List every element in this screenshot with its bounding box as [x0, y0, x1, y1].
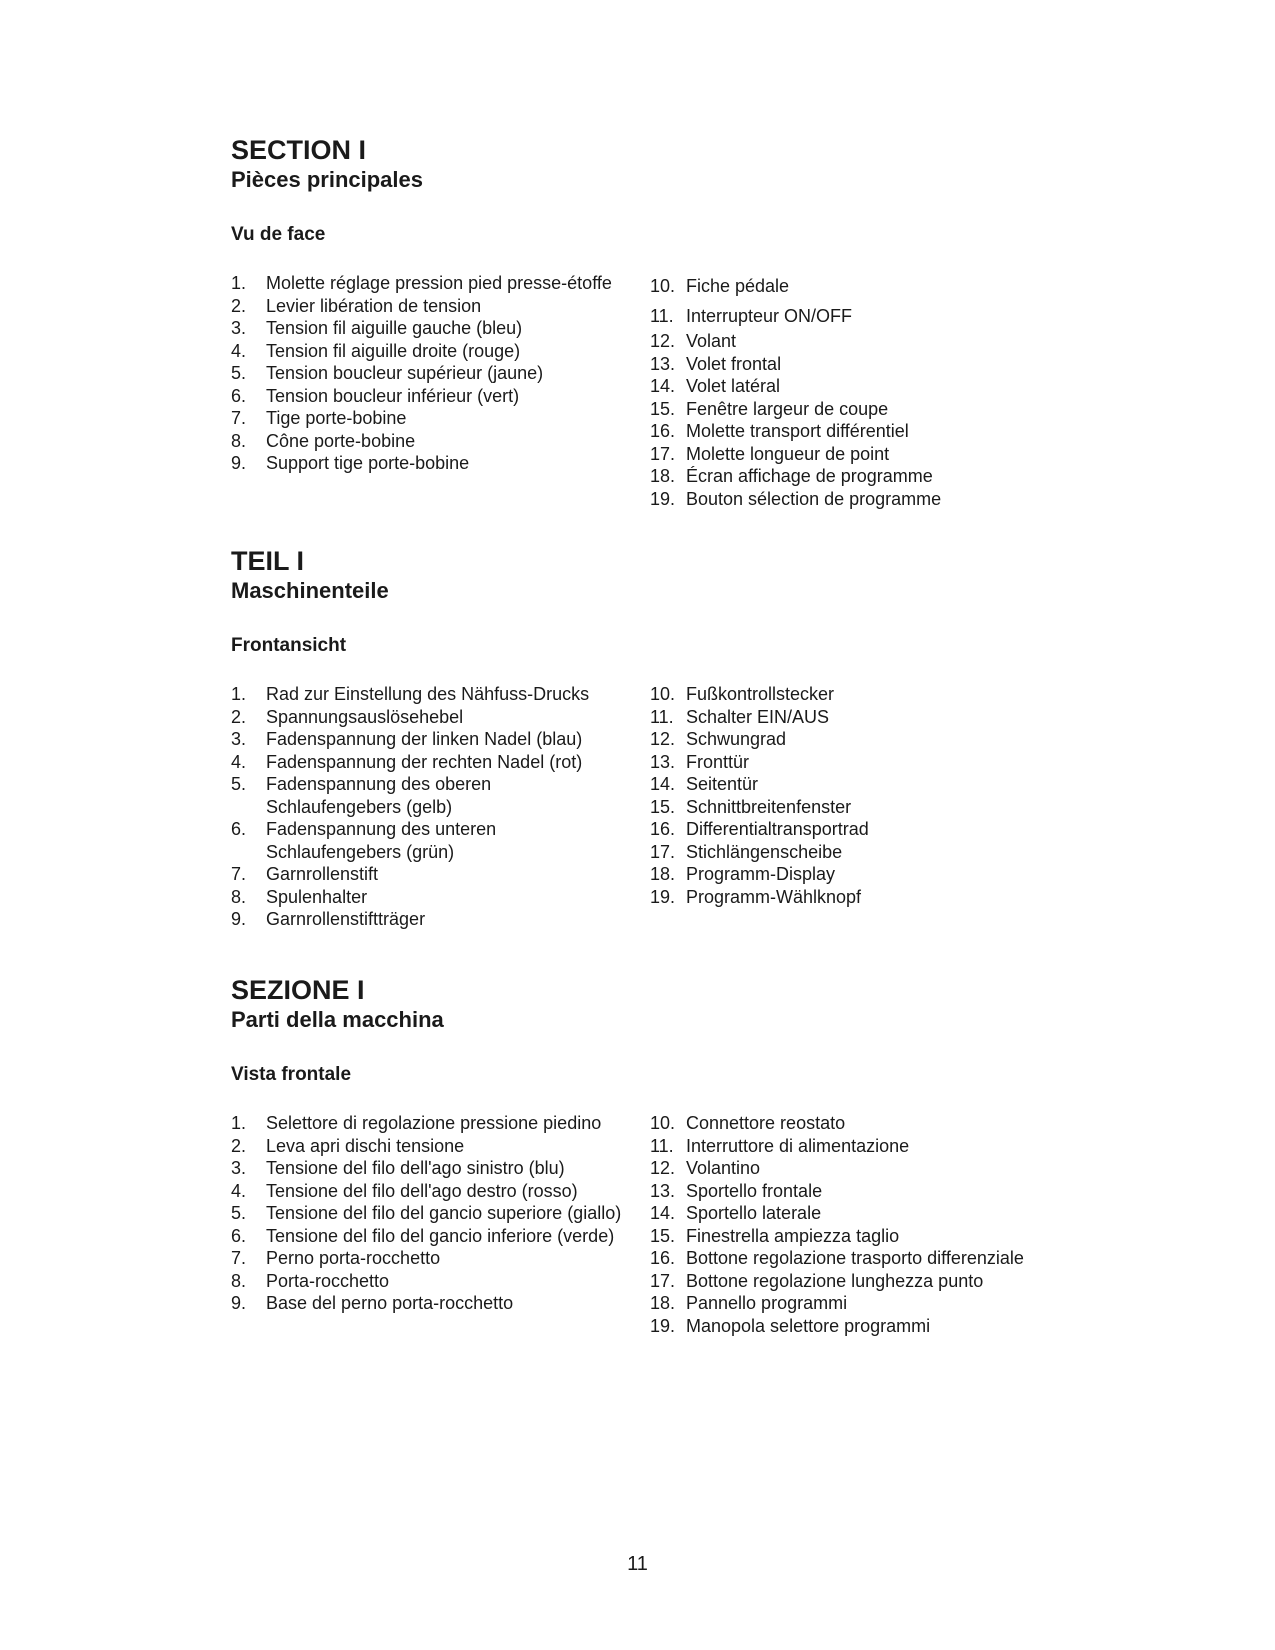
section-french: [231, 135, 1031, 509]
list-item: 16. Molette transport différentiel: [650, 421, 909, 441]
list-item: 9. Garnrollenstiftträger: [231, 909, 426, 929]
list-item: 5. Tension boucleur supérieur (jaune): [231, 363, 544, 383]
list-item: 12. Volantino: [650, 1158, 761, 1178]
parts-list-right: [650, 1112, 1050, 1337]
section-title: TEIL I: [231, 546, 305, 576]
list-item: 8. Spulenhalter: [231, 886, 368, 907]
parts-list-left: [231, 272, 626, 475]
list-item: 10. Fußkontrollstecker: [650, 684, 835, 704]
section-title: SECTION I: [231, 135, 367, 165]
list-item: 10. Connettore reostato: [650, 1113, 846, 1133]
list-item: 12. Schwungrad: [650, 729, 787, 749]
list-item: 8. Cône porte-bobine: [231, 430, 416, 451]
view-heading: Vista frontale: [231, 1064, 352, 1085]
list-item: 13. Volet frontal: [650, 353, 782, 374]
list-item: 5. Tensione del filo del gancio superiore (giallo): [231, 1203, 622, 1223]
list-item: 15. Fenêtre largeur de coupe: [650, 398, 889, 419]
list-item: 2. Spannungsauslösehebel: [231, 706, 464, 727]
list-item: 4. Tensione del filo dell'ago destro (rosso): [231, 1180, 578, 1201]
list-item: 18. Écran affichage de programme: [650, 466, 933, 486]
list-item: 6. Tension boucleur inférieur (vert): [231, 385, 520, 406]
section-german: [231, 546, 1031, 929]
list-item: 12. Volant: [650, 331, 737, 351]
list-item: 14. Seitentür: [650, 774, 759, 794]
list-item: 4. Tension fil aiguille droite (rouge): [231, 340, 521, 361]
list-item: 16. Differentialtransportrad: [650, 819, 869, 839]
parts-list-left: [231, 1112, 626, 1315]
list-item: 19. Manopola selettore programmi: [650, 1315, 931, 1336]
section-title: SEZIONE I: [231, 975, 365, 1005]
list-item: 3. Tension fil aiguille gauche (bleu): [231, 318, 523, 338]
view-heading: Frontansicht: [231, 635, 347, 656]
list-item: 1. Selettore di regolazione pressione piedino: [231, 1113, 602, 1133]
list-item: 10. Fiche pédale: [650, 276, 790, 296]
list-item: 2. Leva apri dischi tensione: [231, 1135, 465, 1156]
list-item: 17. Stichlängenscheibe: [650, 841, 843, 862]
list-item: 15. Schnittbreitenfenster: [650, 796, 852, 817]
list-item: 13. Fronttür: [650, 751, 750, 772]
section-subtitle: Parti della macchina: [231, 1007, 444, 1032]
list-item: 13. Sportello frontale: [650, 1180, 823, 1201]
section-subtitle: Pièces principales: [231, 167, 423, 192]
list-item: 17. Molette longueur de point: [650, 443, 890, 464]
list-item: 3. Fadenspannung der linken Nadel (blau): [231, 729, 583, 749]
list-item: 16. Bottone regolazione trasporto differenziale: [650, 1248, 1024, 1268]
list-item: 5. Fadenspannung des oberen Schlaufengebers (gelb): [231, 774, 492, 817]
list-item: 15. Finestrella ampiezza taglio: [650, 1225, 900, 1246]
list-item: 4. Fadenspannung der rechten Nadel (rot): [231, 751, 583, 772]
section-subtitle: Maschinenteile: [231, 578, 389, 603]
list-item: 7. Garnrollenstift: [231, 864, 379, 884]
list-item: 11. Interruttore di alimentazione: [650, 1135, 910, 1156]
list-item: 14. Sportello laterale: [650, 1203, 822, 1223]
list-item: 19. Bouton sélection de programme: [650, 488, 942, 509]
list-item: 17. Bottone regolazione lunghezza punto: [650, 1270, 984, 1291]
list-item: 6. Tensione del filo del gancio inferiore (verde): [231, 1225, 615, 1246]
list-item: 18. Programm-Display: [650, 864, 836, 884]
view-heading: Vu de face: [231, 224, 326, 245]
parts-list-right: [650, 683, 1050, 908]
list-item: 19. Programm-Wählknopf: [650, 886, 862, 907]
list-item: 3. Tensione del filo dell'ago sinistro (blu): [231, 1158, 565, 1178]
parts-list-left: [231, 683, 626, 931]
list-item: 11. Schalter EIN/AUS: [650, 706, 830, 727]
list-item: 11. Interrupteur ON/OFF: [650, 305, 853, 326]
list-item: 6. Fadenspannung des unteren Schlaufengebers (grün): [231, 819, 497, 862]
parts-list-right: [650, 275, 1050, 510]
page-number: 11: [627, 1553, 648, 1575]
list-item: 9. Base del perno porta-rocchetto: [231, 1293, 514, 1313]
list-item: 14. Volet latéral: [650, 376, 781, 396]
list-item: 1. Rad zur Einstellung des Nähfuss-Drucks: [231, 684, 590, 704]
list-item: 18. Pannello programmi: [650, 1293, 848, 1313]
list-item: 2. Levier libération de tension: [231, 295, 482, 316]
list-item: 9. Support tige porte-bobine: [231, 453, 470, 473]
list-item: 7. Perno porta-rocchetto: [231, 1248, 441, 1268]
list-item: 1. Molette réglage pression pied presse-étoffe: [231, 273, 612, 293]
section-italian: [231, 975, 1031, 1336]
list-item: 7. Tige porte-bobine: [231, 408, 407, 428]
list-item: 8. Porta-rocchetto: [231, 1270, 390, 1291]
